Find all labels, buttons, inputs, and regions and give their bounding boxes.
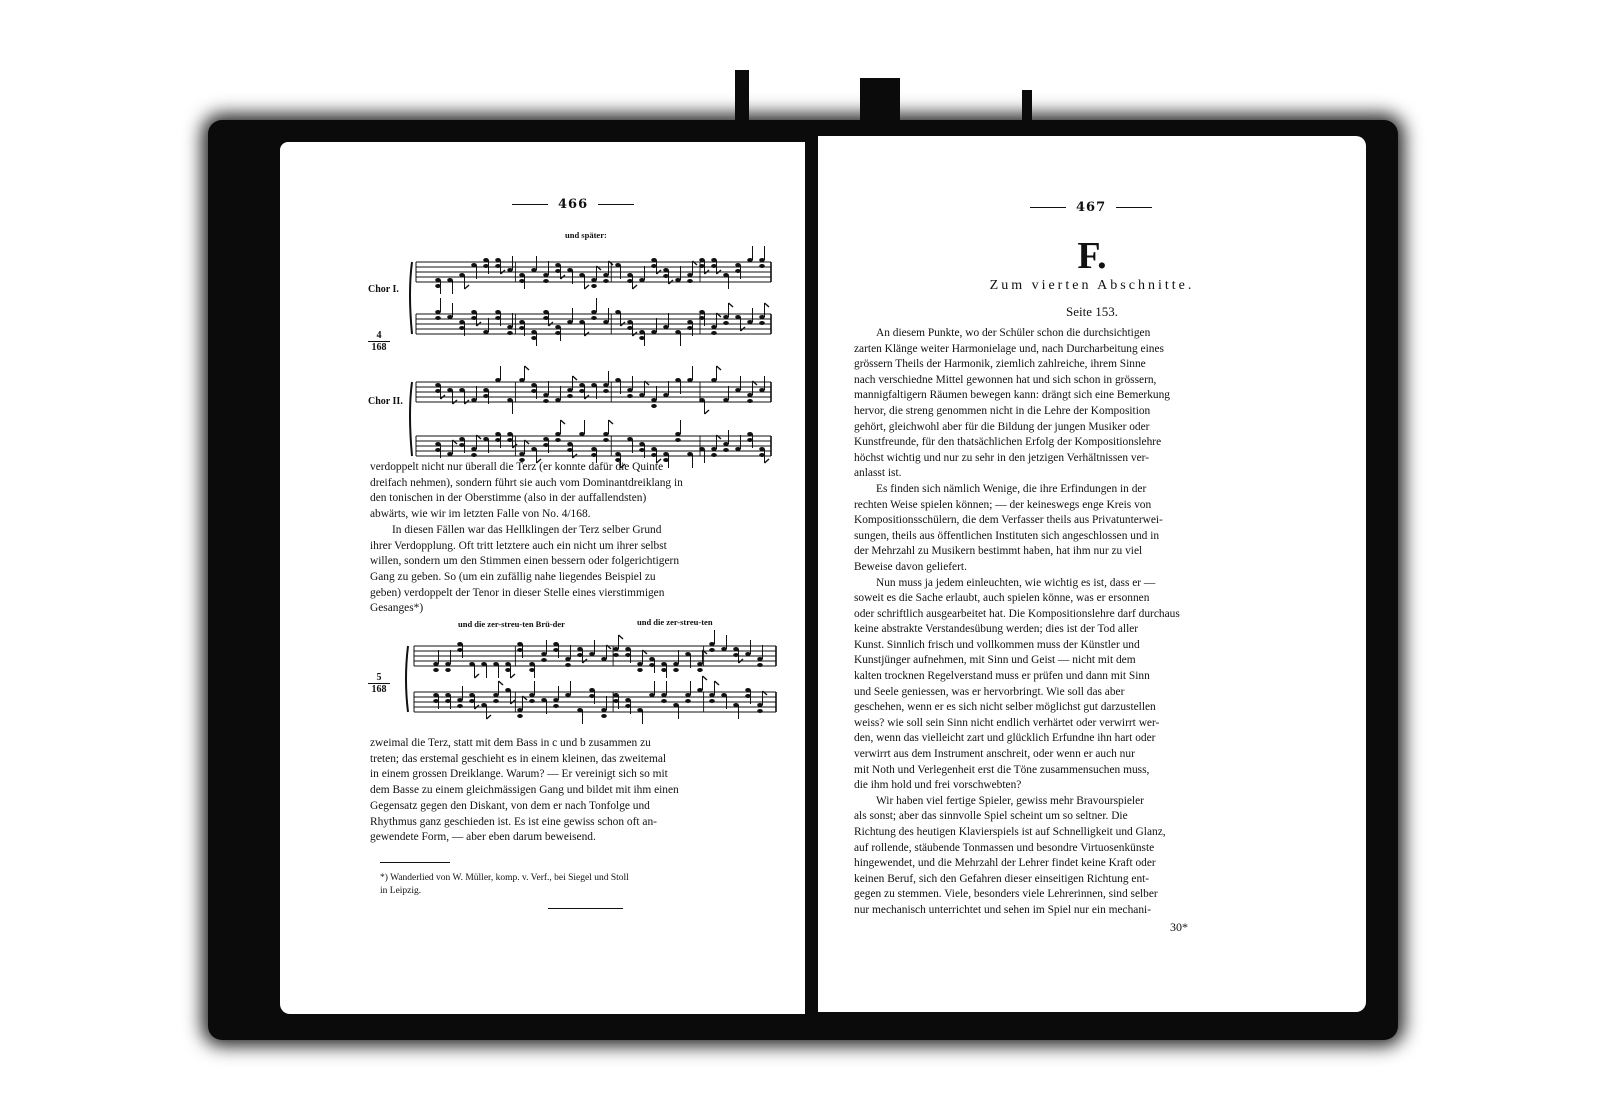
text-line: zweimal die Terz, statt mit dem Bass in c und b zusammen zu — [370, 737, 651, 749]
chor2-label: Chor II. — [368, 396, 403, 407]
music-ref-fraction: $\frac{5}{168}$ — [368, 672, 390, 695]
text-line: kalten trocknen Regelverstand muss er prüfen und dann mit Sinn — [854, 670, 1150, 683]
text-line: hervor, die streng genommen nicht in die Lehre der Komposition — [854, 404, 1151, 417]
text-line: ihrer Verdopplung. Oft tritt letztere auch ein nicht um ihrer selbst — [370, 539, 667, 552]
text-line: weiss? wie soll sein Sinn nicht endlich verhärtet oder verwirrt wer- — [854, 716, 1160, 729]
text-line: treten; das erstemal geschieht es in einem kleinen, das zweitemal — [370, 752, 667, 765]
page-number-right: 467 — [1030, 200, 1152, 215]
text-line: verdoppelt nicht nur überall die Terz (er konnte dafür die Quinte — [370, 461, 664, 473]
text-line: Es finden sich nämlich Wenige, die ihre Erfindungen in der — [876, 482, 1147, 495]
music-ref-fraction: $\frac{4}{168}$ — [368, 330, 390, 353]
music-example-chor — [408, 242, 778, 442]
text-line: grössern Theils der Harmonik, ziemlich zahlreiche, ihrem Sinne — [854, 358, 1146, 371]
text-line: den tonischen in der Oberstimme (also in der auffallendsten) — [370, 492, 647, 505]
text-line: Gegensatz gegen den Diskant, von dem er nach Tonfolge und — [370, 799, 650, 812]
text-line: willen, sondern um den Stimmen einen bessern oder folgerichtigern — [370, 555, 680, 568]
left-paragraph-3 — [370, 736, 780, 846]
text-line: Richtung des heutigen Klavierspiels ist auf Schnelligkeit und Glanz, — [854, 826, 1166, 838]
text-line: hingewendet, und die Mehrzahl der Lehrer findet keine Kraft oder — [854, 857, 1156, 870]
text-line: Beweise davon geliefert. — [854, 560, 967, 573]
text-line: rechten Weise spielen können; — der keineswegs enge Kreis von — [854, 498, 1152, 511]
text-line: anlasst ist. — [854, 467, 902, 480]
text-line: abwärts, wie wir im letzten Falle von No. 4/168. — [370, 508, 591, 521]
text-line: Gang zu geben. So (um ein zufällig nahe liegendes Beispiel zu — [370, 570, 656, 583]
text-line: als sonst; aber das sinnvolle Spiel scheint um so seltner. Die — [854, 810, 1128, 823]
music-annotation: und später: — [565, 230, 607, 240]
page-number-left: 466 — [512, 197, 634, 212]
text-line: Kompositionsschülern, die dem Verfasser theils aus Privatunterwei- — [854, 514, 1163, 527]
text-line: die ihm hold und frei vorschwebten? — [854, 779, 1022, 792]
text-line: und Seele geniessen, was er hervorbringt. Wie soll das aber — [854, 685, 1125, 698]
text-line: dreifach nehmen), sondern führt sie auch vom Dominantdreiklang in — [370, 476, 683, 489]
text-line: Rhythmus ganz geschieden ist. Es ist eine gewiss schon oft an- — [370, 815, 657, 828]
section-title: Zum vierten Abschnitte. — [989, 278, 1195, 293]
text-line: Kunstfreunde, für den thatsächlichen Erfolg der Kompositionslehre — [854, 436, 1162, 449]
text-line: verwirrt aus dem Instrument anschreit, oder wenn er auch nur — [854, 748, 1135, 761]
text-line: den, wenn das vielleicht zart und glücklich Erfundne ihn hart oder — [854, 732, 1156, 745]
scan-artifact — [1022, 90, 1032, 140]
text-line: oder schriftlich ausgearbeitet hat. Die Kompositionslehre darf durchaus — [854, 607, 1180, 620]
footnote — [380, 872, 790, 898]
text-line: soweit es die Sache erlaubt, auch spielen könne, was er ersonnen — [854, 592, 1150, 605]
text-line: geschehen, wenn er es sich nicht selber möglichst gut darzustellen — [854, 701, 1156, 714]
scan-artifact — [860, 78, 900, 138]
music-lyric-2: und die zer-streu-ten — [637, 617, 713, 627]
music-lyric-1: und die zer-streu-ten Brü-der — [458, 619, 565, 629]
text-line: der Mehrzahl zu Musikern bestimmt haben, hat ihm nur zu viel — [854, 545, 1143, 558]
left-paragraph-1 — [370, 460, 780, 617]
text-line: mannigfaltigern Räumen bewegen kann: drängt sich eine Bemerkung — [854, 389, 1170, 402]
text-line: Kunst. Sinnlich frisch und vollkommen muss der Künstler und — [854, 638, 1140, 651]
text-line: gegen zu stemmen. Viele, besonders viele Lehrerinnen, sind selber — [854, 888, 1158, 901]
text-line: Kunstjünger aufnehmen, mit Sinn und Geist — nicht mit dem — [854, 654, 1136, 667]
text-line: gehört, gleichwohl aber für die Bildung der jungen Musiker oder — [854, 420, 1150, 433]
text-line: zarten Klänge weiter Harmonielage und, nach Durcharbeitung eines — [854, 342, 1164, 355]
text-line: Gesanges*) — [370, 602, 424, 615]
text-line: In diesen Fällen war das Hellklingen der Terz selber Grund — [392, 523, 662, 536]
text-line: auf rollende, stäubende Tonmassen und besondre Virtuosenkünste — [854, 841, 1155, 854]
footnote-line: *) Wanderlied von W. Müller, komp. v. Verf., bei Siegel und Stoll — [380, 873, 629, 883]
text-line: nach verschiedne Mittel gewonnen hat und sich schon in grössern, — [854, 373, 1157, 386]
text-line: sungen, theils aus öffentlichen Instituten sich angeschlossen und in — [854, 529, 1160, 542]
text-line: An diesem Punkte, wo der Schüler schon die durchsichtigen — [876, 327, 1151, 339]
right-page — [818, 136, 1366, 1012]
footnote-line: in Leipzig. — [380, 886, 422, 896]
end-rule — [548, 908, 623, 909]
text-line: geben) verdoppelt der Tenor in dieser Stelle eines vierstimmigen — [370, 586, 665, 599]
text-line: dem Basse zu einem gleichmässigen Gang und bildet mit ihm einen — [370, 784, 679, 797]
printer-signature: 30* — [1170, 920, 1188, 934]
text-line: keinen Beruf, sich den Gefahren dieser einseitigen Richtung ent- — [854, 872, 1150, 885]
text-line: in einem grossen Dreiklange. Warum? — Er vereinigt sich so mit — [370, 768, 668, 781]
chor1-label: Chor I. — [368, 284, 399, 295]
page-reference: Seite 153. — [1066, 304, 1118, 319]
text-line: keine abstrakte Verstandesübung werden; dies ist der Tod aller — [854, 623, 1139, 636]
music-example-song — [400, 634, 780, 734]
text-line: Wir haben viel fertige Spieler, gewiss mehr Bravourspieler — [876, 794, 1144, 807]
book-gutter — [805, 130, 818, 1020]
footnote-rule — [380, 862, 450, 863]
text-line: Nun muss ja jedem einleuchten, wie wichtig es ist, dass er — — [876, 576, 1156, 589]
right-body — [854, 326, 1258, 919]
left-page — [280, 142, 805, 1014]
text-line: höchst wichtig und nur zu sehr in den jetzigen Verhältnissen ver- — [854, 451, 1150, 464]
section-letter: F. — [1077, 235, 1107, 277]
text-line: nur mechanisch unterrichtet und sehen im Spiel nur ein mechani- — [854, 903, 1152, 916]
text-line: gewendete Form, — aber eben darum beweisend. — [370, 831, 596, 844]
text-line: mit Noth und Verlegenheit erst die Töne zusammensuchen muss, — [854, 763, 1150, 776]
scan-artifact — [735, 70, 749, 140]
